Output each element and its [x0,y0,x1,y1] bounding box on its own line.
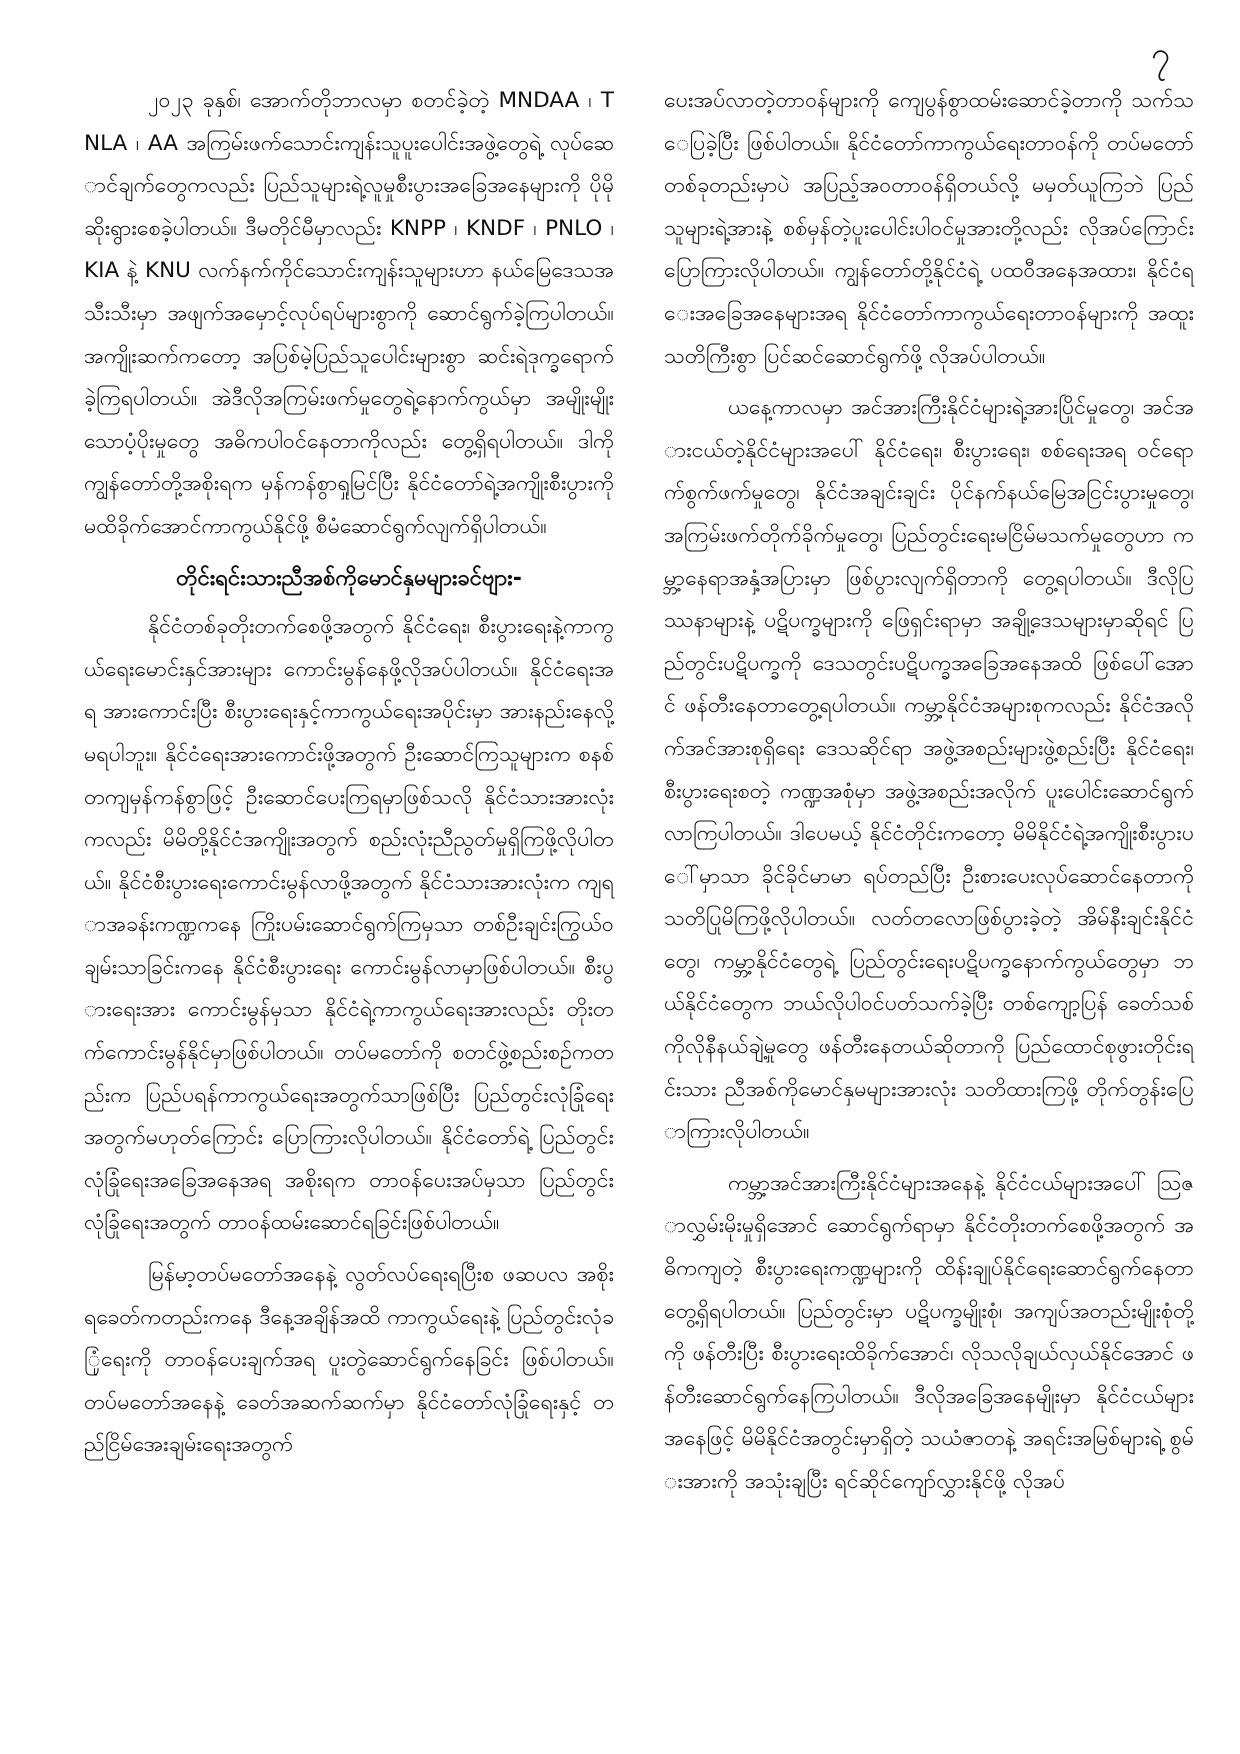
page-number: ၇ [1150,35,1170,75]
left-paragraph-2: နိုင်ငံတစ်ခုတိုးတက်စေဖို့အတွက် နိုင်ငံရေး၊ စီးပွားရေးနဲ့ကာကွယ်ရေးမောင်းနှင်အားများ ကောင်းမွန်နေဖို့လိုအပ်ပါတယ်။ နိုင်ငံရေးအရ အားကောင်းပြီး စီးပွားရေးနှင့်ကာကွယ်ရေးအပိုင်းမှာ အားနည်းနေလို့မရပါဘူး။ နိုင်ငံရေးအားကောင်းဖို့အတွက် ဦးဆောင်ကြသူများက စနစ်တကျမှန်ကန်စွာဖြင့် ဦးဆောင်ပေးကြရမှာဖြစ်သလို နိုင်ငံသားအားလုံးကလည်း မိမိတို့နိုင်ငံအကျိုးအတွက် စည်းလုံးညီညွတ်မှုရှိကြဖို့လိုပါတယ်။ နိုင်ငံစီးပွားရေးကောင်းမွန်လာဖို့အတွက် နိုင်ငံသားအားလုံးက ကျရာအခန်းကဏ္ဍကနေ ကြိုးပမ်းဆောင်ရွက်ကြမှသာ တစ်ဦးချင်းကြွယ်ဝချမ်းသာခြင်းကနေ နိုင်ငံစီးပွားရေး ကောင်းမွန်လာမှာဖြစ်ပါတယ်။ စီးပွားရေးအား ကောင်းမွန်မှသာ နိုင်ငံရဲ့ကာကွယ်ရေးအားလည်း တိုးတက်ကောင်းမွန်နိုင်မှာဖြစ်ပါတယ်။ တပ်မတော်ကို စတင်ဖွဲ့စည်းစဉ်ကတည်းက ပြည်ပရန်ကာကွယ်ရေးအတွက်သာဖြစ်ပြီး ပြည်တွင်းလုံခြုံရေးအတွက်မဟုတ်ကြောင်း ပြောကြားလိုပါတယ်။ နိုင်ငံတော်ရဲ့ ပြည်တွင်းလုံခြုံရေးအခြေအနေအရ အစိုးရက တာဝန်ပေးအပ်မှသာ ပြည်တွင်းလုံခြုံရေးအတွက် တာဝန်ထမ်းဆောင်ရခြင်းဖြစ်ပါတယ်။ [84,614,614,1236]
right-paragraph-1: ပေးအပ်လာတဲ့တာဝန်များကို ကျေပွန်စွာထမ်းဆောင်ခဲ့တာကို သက်သေပြခဲ့ပြီး ဖြစ်ပါတယ်။ နိုင်ငံတော်ကာကွယ်ရေးတာဝန်ကို တပ်မတော်တစ်ခုတည်းမှာပဲ အပြည့်အဝတာဝန်ရှိတယ်လို့ မမှတ်ယူကြဘဲ ပြည်သူများရဲ့အားနဲ့ စစ်မှန်တဲ့ပူးပေါင်းပါဝင်မှုအားတို့လည်း လိုအပ်ကြောင်း ပြောကြားလိုပါတယ်။ ကျွန်တော်တို့နိုင်ငံရဲ့ ပထဝီအနေအထား၊ နိုင်ငံရေးအခြေအနေများအရ နိုင်ငံတော်ကာကွယ်ရေးတာဝန်များကို အထူးသတိကြီးစွာ ပြင်ဆင်ဆောင်ရွက်ဖို့ လိုအပ်ပါတယ်။ [664,88,1194,369]
left-column [84,80,614,1476]
right-column [664,80,1194,1513]
right-paragraph-2: ယနေ့ကာလမှာ အင်အားကြီးနိုင်ငံများရဲ့အားပြိုင်မှုတွေ၊ အင်အားငယ်တဲ့နိုင်ငံများအပေါ် နိုင်ငံရေး၊ စီးပွားရေး၊ စစ်ရေးအရ ဝင်ရောက်စွက်ဖက်မှုတွေ၊ နိုင်ငံအချင်းချင်း ပိုင်နက်နယ်မြေအငြင်းပွားမှုတွေ၊ အကြမ်းဖက်တိုက်ခိုက်မှုတွေ၊ ပြည်တွင်းရေးမငြိမ်မသက်မှုတွေဟာ ကမ္ဘာ့နေရာအနှံ့အပြားမှာ ဖြစ်ပွားလျက်ရှိတာကို တွေ့ရပါတယ်။ ဒီလိုပြဿနာများနဲ့ ပဋိပက္ခများကို ဖြေရှင်းရာမှာ အချို့ဒေသများမှာဆိုရင် ပြည်တွင်းပဋိပက္ခကို ဒေသတွင်းပဋိပက္ခအခြေအနေအထိ ဖြစ်ပေါ်အောင် ဖန်တီးနေတာတွေ့ရပါတယ်။ ကမ္ဘာ့နိုင်ငံအများစုကလည်း နိုင်ငံအလိုက်အင်အားစုရှိရေး ဒေသဆိုင်ရာ အဖွဲ့အစည်းများဖွဲ့စည်းပြီး နိုင်ငံရေး၊ စီးပွားရေးစတဲ့ ကဏ္ဍအစုံမှာ အဖွဲ့အစည်းအလိုက် ပူးပေါင်းဆောင်ရွက်လာကြပါတယ်။ ဒါပေမယ့် နိုင်ငံတိုင်းကတော့ မိမိနိုင်ငံရဲ့အကျိုးစီးပွားပေါ်မှာသာ ခိုင်ခိုင်မာမာ ရပ်တည်ပြီး ဦးစားပေးလုပ်ဆောင်နေတာကို သတိပြုမိကြဖို့လိုပါတယ်။ လတ်တလောဖြစ်ပွားခဲ့တဲ့ အိမ်နီးချင်းနိုင်ငံတွေ၊ ကမ္ဘာ့နိုင်ငံတွေရဲ့ ပြည်တွင်းရေးပဋိပက္ခနောက်ကွယ်တွေမှာ ဘယ်နိုင်ငံတွေက ဘယ်လိုပါဝင်ပတ်သက်ခဲ့ပြီး တစ်ကျော့ပြန် ခေတ်သစ်ကိုလိုနီနယ်ချဲ့မှုတွေ ဖန်တီးနေတယ်ဆိုတာကို ပြည်ထောင်စုဖွားတိုင်းရင်းသား ညီအစ်ကိုမောင်နှမများအားလုံး သတိထားကြဖို့ တိုက်တွန်းပြောကြားလိုပါတယ်။ [664,395,1194,1145]
section-heading: တိုင်းရင်းသားညီအစ်ကိုမောင်နှမများခင်ဗျား- [176,565,522,591]
left-paragraph-3: မြန်မာ့တပ်မတော်အနေနဲ့ လွတ်လပ်ရေးရပြီးစ ဖဆပလ အစိုးရခေတ်ကတည်းကနေ ဒီနေ့အချိန်အထိ ကာကွယ်ရေးနဲ့ ပြည်တွင်းလုံခြုံရေးကို တာဝန်ပေးချက်အရ ပူးတွဲဆောင်ရွက်နေခြင်း ဖြစ်ပါတယ်။ တပ်မတော်အနေနဲ့ ခေတ်အဆက်ဆက်မှာ နိုင်ငံတော်လုံခြုံရေးနှင့် တည်ငြိမ်အေးချမ်းရေးအတွက် [84,1262,614,1458]
right-paragraph-3: ကမ္ဘာ့အင်အားကြီးနိုင်ငံများအနေနဲ့ နိုင်ငံငယ်များအပေါ် ဩဇာလွှမ်းမိုးမှုရှိအောင် ဆောင်ရွက်ရာမှာ နိုင်ငံတိုးတက်စေဖို့အတွက် အဓိကကျတဲ့ စီးပွားရေးကဏ္ဍများကို ထိန်းချုပ်နိုင်ရေးဆောင်ရွက်နေတာ တွေ့ရှိရပါတယ်။ ပြည်တွင်းမှာ ပဋိပက္ခမျိုးစုံ၊ အကျပ်အတည်းမျိုးစုံတို့ကို ဖန်တီးပြီး စီးပွားရေးထိခိုက်အောင်၊ လိုသလိုချယ်လှယ်နိုင်အောင် ဖန်တီးဆောင်ရွက်နေကြပါတယ်။ ဒီလိုအခြေအနေမျိုးမှာ နိုင်ငံငယ်များအနေဖြင့် မိမိနိုင်ငံအတွင်းမှာရှိတဲ့ သယံဇာတနဲ့ အရင်းအမြစ်များရဲ့ စွမ်းအားကို အသုံးချပြီး ရင်ဆိုင်ကျော်လွှားနိုင်ဖို့ လိုအပ် [664,1170,1194,1494]
left-paragraph-1: ၂၀၂၃ ခုနှစ်၊ အောက်တိုဘာလမှာ စတင်ခဲ့တဲ့ MNDAA ၊ TNLA ၊ AA အကြမ်းဖက်သောင်းကျန်းသူပူးပေါင်းအဖွဲ့တွေရဲ့ လုပ်ဆောင်ချက်တွေကလည်း ပြည်သူများရဲ့လူမှုစီးပွားအခြေအနေများကို ပိုမိုဆိုးရွားစေခဲ့ပါတယ်။ ဒီမတိုင်မီမှာလည်း KNPP ၊ KNDF ၊ PNLO ၊ KIA နဲ့ KNU လက်နက်ကိုင်သောင်းကျန်းသူများဟာ နယ်မြေဒေသအသီးသီးမှာ အဖျက်အမှောင့်လုပ်ရပ်များစွာကို ဆောင်ရွက်ခဲ့ကြပါတယ်။ အကျိုးဆက်ကတော့ အပြစ်မဲ့ပြည်သူပေါင်းများစွာ ဆင်းရဲဒုက္ခရောက်ခဲ့ကြရပါတယ်။ အဲဒီလိုအကြမ်းဖက်မှုတွေရဲ့နောက်ကွယ်မှာ အမျိုးမျိုးသောပံ့ပိုးမှုတွေ အဓိကပါဝင်နေတာကိုလည်း တွေ့ရှိရပါတယ်။ ဒါကို ကျွန်တော်တို့အစိုးရက မှန်ကန်စွာရှုမြင်ပြီး နိုင်ငံတော်ရဲ့အကျိုးစီးပွားကို မထိခိုက်အောင်ကာကွယ်နိုင်ဖို့ စီမံဆောင်ရွက်လျက်ရှိပါတယ်။ [84,88,614,539]
